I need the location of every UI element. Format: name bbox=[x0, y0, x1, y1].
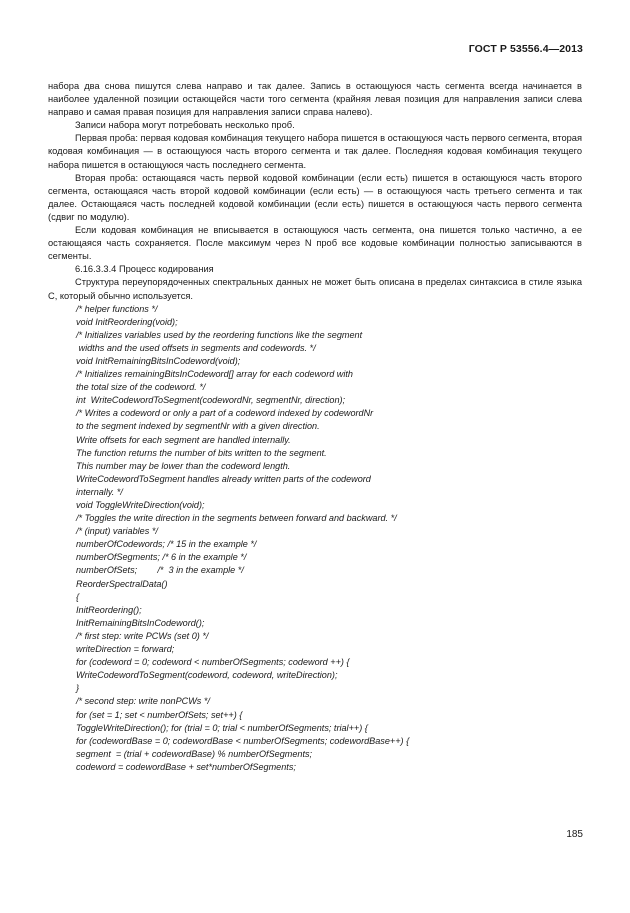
code-line: internally. */ bbox=[76, 486, 123, 497]
code-line: the total size of the codeword. */ bbox=[76, 382, 206, 393]
code-line: InitReordering(); bbox=[76, 604, 142, 615]
code-line: /* (input) variables */ bbox=[76, 526, 158, 537]
code-line: WriteCodewordToSegment handles already written parts of the codeword bbox=[76, 473, 371, 484]
section-heading: 6.16.3.3.4 Процесс кодирования bbox=[75, 264, 214, 275]
code-line: /* second step: write nonPCWs */ bbox=[76, 696, 210, 707]
code-line: numberOfSegments; /* 6 in the example */ bbox=[76, 552, 247, 563]
code-line: ToggleWriteDirection(); for (trial = 0; trial < numberOfSegments; trial++) { bbox=[76, 722, 368, 733]
paragraph: набора два снова пишутся слева направо и так далее. Запись в остающуюся часть сегмента всегда начинается в наиболее удаленной позиции остающейся части того сегмента (крайняя левая позиция для направления записи слева направо и самая правая позиция для направления записи справа налево). bbox=[48, 81, 582, 118]
text-section bbox=[48, 80, 582, 303]
code-line: /* Initializes remainingBitsInCodeword[] array for each codeword with bbox=[76, 369, 353, 380]
paragraph: Структура переупорядоченных спектральных данных не может быть описана в пределах синтаксиса в стиле языка С, который обычно используется. bbox=[48, 277, 582, 301]
document-header: ГОСТ Р 53556.4—2013 bbox=[468, 43, 583, 55]
code-line: codeword = codewordBase + set*numberOfSegments; bbox=[76, 761, 296, 772]
code-line: for (codewordBase = 0; codewordBase < numberOfSegments; codewordBase++) { bbox=[76, 735, 410, 746]
page-body bbox=[48, 80, 582, 774]
paragraph: Если кодовая комбинация не вписывается в остающуюся часть сегмента, она пишется только частично, а ее остающаяся часть сохраняется. После максимум через N проб все кодовые комбинации полностью записываются в сегменты. bbox=[48, 225, 582, 262]
code-line: /* Toggles the write direction in the segments between forward and backward. */ bbox=[76, 513, 397, 524]
code-line: WriteCodewordToSegment(codeword, codeword, writeDirection); bbox=[76, 670, 338, 681]
code-line: numberOfSets; /* 3 in the example */ bbox=[76, 565, 244, 576]
code-line: for (set = 1; set < numberOfSets; set++) { bbox=[76, 709, 243, 720]
code-line: void InitRemainingBitsInCodeword(void); bbox=[76, 355, 241, 366]
code-line: writeDirection = forward; bbox=[76, 644, 175, 655]
code-line: /* helper functions */ bbox=[76, 303, 158, 314]
paragraph: Вторая проба: остающаяся часть первой кодовой комбинации (если есть) пишется в остающуюся часть второго сегмента, остающаяся часть второй кодовой комбинации (если есть) — в остающуюся часть третьего сегмента и так далее. Остающаяся часть последней кодовой комбинации (если есть) пишется в остающуюся часть первого сегмента (сдвиг по модулю). bbox=[48, 172, 582, 222]
code-line: void ToggleWriteDirection(void); bbox=[76, 500, 205, 510]
code-line: ReorderSpectralData() bbox=[76, 578, 168, 589]
paragraph: Первая проба: первая кодовая комбинация текущего набора пишется в остающуюся часть первого сегмента, вторая кодовая комбинация — в остающуюся часть второго сегмента и так далее. Последняя кодовая комбинация текущего набора пишется в остающуюся часть последнего сегмента. bbox=[48, 133, 582, 170]
code-line: /* first step: write PCWs (set 0) */ bbox=[76, 630, 209, 641]
code-line: InitRemainingBitsInCodeword(); bbox=[76, 617, 205, 628]
code-line: } bbox=[76, 683, 80, 694]
code-line: int WriteCodewordToSegment(codewordNr, segmentNr, direction); bbox=[76, 395, 346, 406]
paragraph: Записи набора могут потребовать несколько проб. bbox=[75, 120, 295, 131]
page-number: 185 bbox=[566, 829, 583, 840]
code-line: The function returns the number of bits written to the segment. bbox=[76, 447, 327, 458]
code-line: This number may be lower than the codeword length. bbox=[76, 460, 291, 471]
code-line: /* Initializes variables used by the reordering functions like the segment bbox=[76, 329, 363, 340]
code-line: /* Writes a codeword or only a part of a codeword indexed by codewordNr bbox=[76, 408, 374, 419]
code-line: { bbox=[76, 591, 80, 602]
code-line: void InitReordering(void); bbox=[76, 316, 178, 327]
code-line: numberOfCodewords; /* 15 in the example */ bbox=[76, 539, 257, 550]
code-line: widths and the used offsets in segments and codewords. */ bbox=[76, 342, 316, 353]
code-line: Write offsets for each segment are handled internally. bbox=[76, 434, 291, 445]
code-listing bbox=[76, 303, 582, 774]
code-line: segment = (trial + codewordBase) % numberOfSegments; bbox=[76, 748, 313, 759]
code-line: to the segment indexed by segmentNr with a given direction. bbox=[76, 421, 320, 432]
code-line: for (codeword = 0; codeword < numberOfSegments; codeword ++) { bbox=[76, 657, 350, 668]
